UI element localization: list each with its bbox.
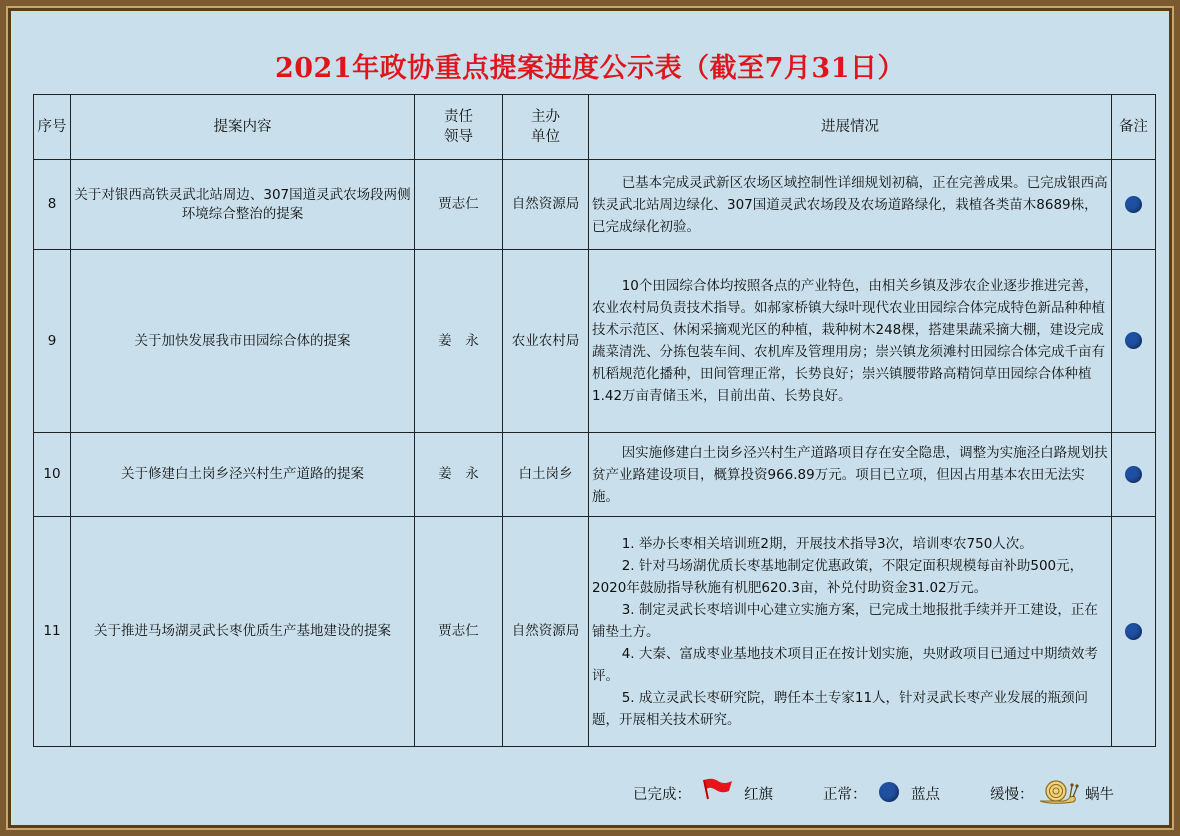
row-no: 8	[34, 160, 71, 250]
progress-text: 因实施修建白土岗乡泾兴村生产道路项目存在安全隐患，调整为实施泾白路规划扶贫产业路建设项目，概算投资966.89万元。项目已立项，但因占用基本农田无法实施。	[592, 444, 1108, 505]
row-progress	[589, 160, 1112, 250]
row-progress	[589, 250, 1112, 433]
table-row	[34, 433, 1156, 517]
legend-normal-name: 蓝点	[911, 787, 940, 803]
progress-item: 1. 举办长枣相关培训班2期，开展技术指导3次，培训枣农750人次。	[621, 535, 1033, 552]
table-row	[34, 250, 1156, 433]
header-remark: 备注	[1112, 95, 1156, 160]
table-row	[34, 517, 1156, 747]
row-unit: 自然资源局	[503, 160, 589, 250]
row-no: 9	[34, 250, 71, 433]
row-no: 10	[34, 433, 71, 517]
legend-slow-label: 缓慢：	[990, 787, 1034, 803]
row-remark	[1112, 517, 1156, 747]
row-unit: 自然资源局	[503, 517, 589, 747]
row-content: 关于加快发展我市田园综合体的提案	[71, 250, 415, 433]
progress-item: 2. 针对马场湖优质长枣基地制定优惠政策，不限定面积规模每亩补助500元，2020年鼓励指导秋施有机肥620.3亩，补兑付助资金31.02万元。	[592, 557, 1084, 596]
blue-dot-icon	[1125, 466, 1142, 483]
row-remark	[1112, 250, 1156, 433]
row-content: 关于修建白土岗乡泾兴村生产道路的提案	[71, 433, 415, 517]
table-row	[34, 160, 1156, 250]
blue-dot-icon	[879, 782, 899, 802]
row-no: 11	[34, 517, 71, 747]
header-no: 序号	[34, 95, 71, 160]
snail-icon	[1037, 776, 1079, 806]
row-progress	[589, 517, 1112, 747]
legend-slow-name: 蜗牛	[1085, 787, 1114, 803]
legend-normal-label: 正常：	[823, 787, 867, 803]
legend-done-name: 红旗	[744, 787, 773, 803]
row-leader: 贾志仁	[415, 517, 503, 747]
header-content: 提案内容	[71, 95, 415, 160]
header-leader: 责任领导	[415, 95, 503, 160]
row-leader: 姜 永	[415, 250, 503, 433]
blue-dot-icon	[1125, 332, 1142, 349]
row-unit: 白土岗乡	[503, 433, 589, 517]
red-flag-icon	[702, 777, 734, 801]
progress-text: 10个田园综合体均按照各点的产业特色，由相关乡镇及涉农企业逐步推进完善，农业农村局负责技术指导。如郝家桥镇大绿叶现代农业田园综合体完成特色新品种种植技术示范区、休闲采摘观光区的种植，栽种树木248棵，搭建果蔬采摘大棚，建设完成蔬菜清洗、分拣包装车间、农机库及管理用房；崇兴镇龙须滩村田园综合体完成千亩有机稻规范化播种，田间管理正常，长势良好；崇兴镇腰带路高精饲草田园综合体种植1.42万亩青储玉米，目前出苗、长势良好。	[592, 278, 1105, 404]
row-progress	[589, 433, 1112, 517]
header-progress: 进展情况	[589, 95, 1112, 160]
table-header-row	[34, 95, 1156, 160]
legend-done-label: 已完成：	[633, 787, 691, 803]
blue-dot-icon	[1125, 623, 1142, 640]
page-title: 2021年政协重点提案进度公示表（截至7月31日）	[274, 53, 905, 84]
progress-item: 5. 成立灵武长枣研究院，聘任本土专家11人，针对灵武长枣产业发展的瓶颈问题，开展相关技术研究。	[592, 689, 1089, 728]
blue-dot-icon	[1125, 196, 1142, 213]
row-content: 关于对银西高铁灵武北站周边、307国道灵武农场段两侧环境综合整治的提案	[71, 160, 415, 250]
header-unit: 主办单位	[503, 95, 589, 160]
row-leader: 姜 永	[415, 433, 503, 517]
row-remark	[1112, 160, 1156, 250]
row-remark	[1112, 433, 1156, 517]
progress-text: 已基本完成灵武新区农场区域控制性详细规划初稿，正在完善成果。已完成银西高铁灵武北站周边绿化、307国道灵武农场段及农场道路绿化，栽植各类苗木8689株，已完成绿化初验。	[592, 174, 1108, 235]
row-unit: 农业农村局	[503, 250, 589, 433]
progress-item: 3. 制定灵武长枣培训中心建立实施方案，已完成土地报批手续并开工建设，正在铺垫土方。	[592, 601, 1098, 640]
row-leader: 贾志仁	[415, 160, 503, 250]
progress-table	[33, 94, 1156, 747]
row-content: 关于推进马场湖灵武长枣优质生产基地建设的提案	[71, 517, 415, 747]
progress-item: 4. 大秦、富成枣业基地技术项目正在按计划实施，央财政项目已通过中期绩效考评。	[592, 645, 1098, 684]
